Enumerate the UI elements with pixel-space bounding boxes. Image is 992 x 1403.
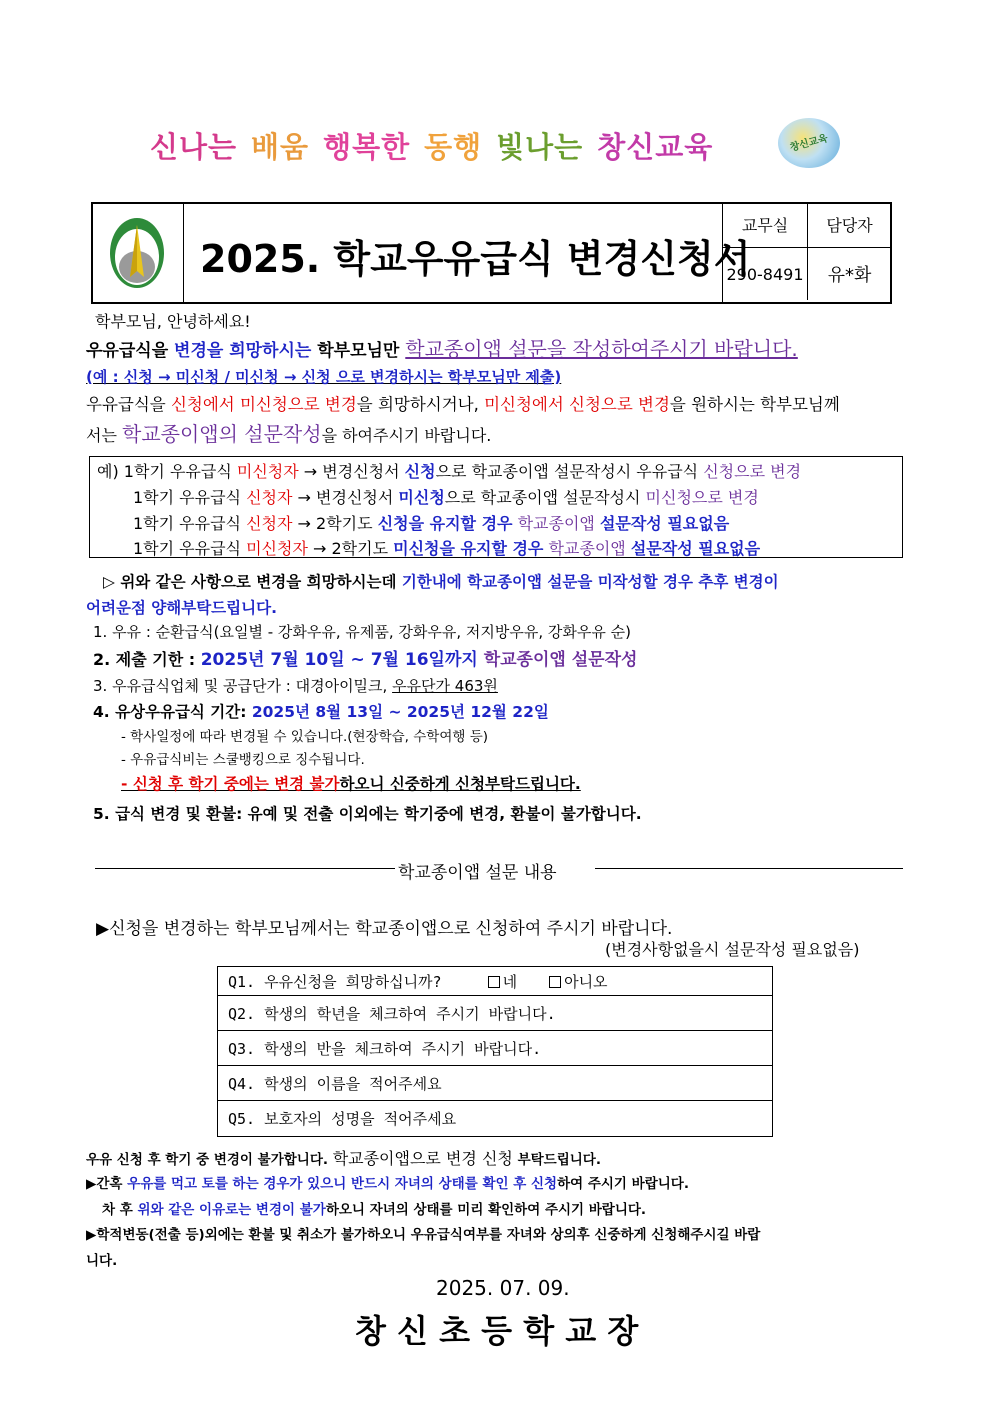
footer-line-4: ▶학적변동(전출 등)외에는 환불 및 취소가 불가하오니 우유급식여부를 자녀와 상의후 신중하게 신청해주시길 바랍 bbox=[86, 1227, 761, 1243]
text: 을 원하시는 학부모님께 bbox=[669, 395, 840, 414]
item-1: 1. 우유 : 순환급식(요일별 - 강화우유, 유제품, 강화우유, 저지방우유, 강화우유 순) bbox=[93, 623, 631, 641]
text: 학교종이앱으로 변경 신청 bbox=[332, 1149, 513, 1168]
text: 신청에서 미신청으로 변경 bbox=[170, 395, 357, 414]
text: 1학기 우유급식 bbox=[133, 488, 247, 507]
notice-line-1 bbox=[103, 570, 779, 592]
text: 미신청을 유지할 경우 bbox=[393, 539, 544, 558]
survey-question-4: Q4. 학생의 이름을 적어주세요 bbox=[218, 1066, 772, 1101]
intro-line-2 bbox=[86, 391, 840, 415]
text: 미신청으로 변경 bbox=[645, 488, 759, 507]
text: 을 하여주시기 바랍니다. bbox=[321, 426, 492, 445]
motto bbox=[150, 125, 727, 166]
checkbox-icon[interactable] bbox=[488, 976, 500, 988]
item-2 bbox=[93, 645, 637, 670]
question-text: Q1. 우유신청을 희망하십니까? bbox=[228, 972, 442, 991]
text: 미신청 bbox=[398, 488, 445, 507]
text: ▷ 위와 같은 사항으로 변경을 희망하시는데 bbox=[103, 573, 402, 591]
text: 학부모님만 bbox=[311, 341, 406, 361]
text: → 2학기도 bbox=[307, 539, 394, 558]
text: 4. 유상우유급식 기간: bbox=[93, 703, 252, 721]
example-line-2 bbox=[133, 485, 759, 508]
greeting: 학부모님, 안녕하세요! bbox=[95, 312, 251, 331]
example-line-3 bbox=[133, 511, 729, 534]
divider-title: 학교종이앱 설문 내용 bbox=[398, 863, 557, 883]
text: 부탁드립니다. bbox=[512, 1152, 601, 1168]
motto-word: 빛나는 bbox=[496, 130, 584, 164]
item-5: 5. 급식 변경 및 환불: 유예 및 전출 이외에는 학기중에 변경, 환불이 불가합니다. bbox=[93, 805, 642, 823]
text: 2. 제출 기한 : bbox=[93, 650, 201, 669]
text: 어려운점 양해부탁드립니다. bbox=[86, 599, 277, 617]
survey-question-1 bbox=[218, 967, 772, 996]
option-yes[interactable] bbox=[488, 971, 518, 992]
text: 학교종이앱 설문을 작성하여주시기 바랍니다. bbox=[405, 337, 798, 361]
manager-name: 유*화 bbox=[827, 265, 872, 286]
text: 학교종이앱 bbox=[512, 514, 600, 533]
text: 변경을 희망하시는 bbox=[174, 341, 312, 361]
text: 신청자 bbox=[246, 488, 293, 507]
motto-word: 동행 bbox=[424, 130, 483, 164]
footer-line-1 bbox=[86, 1146, 601, 1169]
text: 설문작성 필요없음 bbox=[630, 539, 761, 558]
text: 학교종이앱의 설문작성 bbox=[122, 422, 322, 446]
survey-question-2: Q2. 학생의 학년을 체크하여 주시기 바랍니다. bbox=[218, 996, 772, 1031]
text: 기한내에 학교종이앱 설문을 미작성할 경우 추후 변경이 bbox=[401, 573, 779, 591]
text: 2025년 8월 13일 ~ 2025년 12월 22일 bbox=[251, 703, 549, 721]
text: 미신청자 bbox=[236, 462, 299, 481]
divider-right bbox=[595, 868, 903, 869]
text: 설문작성 필요없음 bbox=[599, 514, 730, 533]
text: 서는 bbox=[86, 426, 122, 445]
footer-line-3 bbox=[102, 1198, 646, 1218]
text: 신청자 bbox=[246, 514, 293, 533]
text: 신청을 유지할 경우 bbox=[377, 514, 513, 533]
contact-table bbox=[722, 202, 892, 304]
intro-line-3 bbox=[86, 418, 491, 447]
example-line-1 bbox=[97, 459, 801, 482]
text: → 2학기도 bbox=[292, 514, 378, 533]
principal-signature: 창 신 초 등 학 교 장 bbox=[355, 1312, 639, 1350]
text: 하오니 자녀의 상태를 미리 확인하여 주시기 바랍니다. bbox=[325, 1202, 647, 1218]
item-4-sub-1: - 학사일정에 따라 변경될 수 있습니다.(현장학습, 수학여행 등) bbox=[121, 729, 489, 745]
text: 2025년 7월 10일 ~ 7월 16일까지 bbox=[200, 650, 478, 670]
option-label: 아니오 bbox=[564, 972, 608, 991]
text: 으로 학교종이앱 설문작성시 bbox=[444, 488, 646, 507]
divider-left bbox=[95, 868, 395, 869]
item-3 bbox=[93, 675, 498, 696]
text: → 변경신청서 bbox=[292, 488, 399, 507]
document-date: 2025. 07. 09. bbox=[436, 1276, 570, 1300]
text: - 신청 후 학기 중에는 변경 불가 bbox=[121, 775, 340, 793]
text: 3. 우유급식업체 및 공급단가 : 대경아이밀크, bbox=[93, 677, 393, 695]
survey-table bbox=[217, 966, 773, 1137]
survey-note: (변경사항없을시 설문작성 필요없음) bbox=[605, 940, 860, 959]
education-logo-text: 창신교육 bbox=[788, 132, 830, 154]
motto-word: 신나는 bbox=[150, 130, 238, 164]
footer-line-5: 니다. bbox=[86, 1253, 118, 1269]
text: 신청 bbox=[404, 462, 436, 481]
motto-word: 창신교육 bbox=[597, 130, 714, 164]
footer-line-2 bbox=[86, 1172, 689, 1192]
office-label: 교무실 bbox=[723, 202, 808, 248]
text: 우유를 먹고 토를 하는 경우가 있으니 반드시 자녀의 상태를 확인 후 신청 bbox=[127, 1176, 558, 1192]
checkbox-icon[interactable] bbox=[549, 976, 561, 988]
option-label: 네 bbox=[502, 972, 518, 991]
school-emblem bbox=[91, 202, 184, 304]
manager-label: 담당자 bbox=[808, 202, 891, 248]
item-4 bbox=[93, 700, 549, 722]
text: 미신청자 bbox=[246, 539, 308, 558]
school-emblem-icon bbox=[107, 215, 167, 291]
text: 위와 같은 이유로는 변경이 불가 bbox=[137, 1202, 326, 1218]
text: 차 후 bbox=[102, 1202, 138, 1218]
text: ▶간혹 bbox=[86, 1176, 128, 1192]
item-4-sub-2: - 우유급식비는 스쿨뱅킹으로 징수됩니다. bbox=[121, 752, 365, 768]
text: 신청으로 변경 bbox=[703, 462, 802, 481]
text: 학교종이앱 bbox=[543, 539, 631, 558]
text: 1학기 우유급식 bbox=[133, 539, 247, 558]
text: 1학기 우유급식 bbox=[133, 514, 247, 533]
item-4-sub-3 bbox=[121, 772, 581, 794]
education-logo bbox=[778, 118, 840, 168]
text: 우유급식을 bbox=[86, 341, 175, 361]
motto-word: 행복한 bbox=[323, 130, 411, 164]
text: 우유 신청 후 학기 중 변경이 불가합니다. bbox=[86, 1152, 333, 1168]
intro-line-1 bbox=[86, 333, 798, 362]
survey-intro: ▶신청을 변경하는 학부모님께서는 학교종이앱으로 신청하여 주시기 바랍니다. bbox=[96, 919, 673, 939]
text: 하오니 신중하게 신청부탁드립니다. bbox=[339, 775, 581, 793]
motto-word: 배움 bbox=[251, 130, 310, 164]
example-line-4 bbox=[133, 536, 760, 559]
text: 하여 주시기 바랍니다. bbox=[557, 1176, 689, 1192]
survey-question-3: Q3. 학생의 반을 체크하여 주시기 바랍니다. bbox=[218, 1031, 772, 1066]
text: 우유단가 463원 bbox=[392, 677, 498, 695]
text: 우유급식을 bbox=[86, 395, 171, 414]
office-phone: 290-8491 bbox=[723, 248, 808, 300]
text: 미신청에서 신청으로 변경 bbox=[484, 395, 670, 414]
option-no[interactable] bbox=[549, 971, 607, 992]
text: 학교종이앱 설문작성 bbox=[477, 650, 638, 670]
text: 으로 학교종이앱 설문작성시 우유급식 bbox=[435, 462, 704, 481]
text: → 변경신청서 bbox=[298, 462, 405, 481]
intro-example-line bbox=[86, 366, 561, 387]
survey-question-5: Q5. 보호자의 성명을 적어주세요 bbox=[228, 1110, 457, 1128]
text: (예 : 신청 → 미신청 / 미신청 → 신청 으로 변경하시는 학부모님만 제출) bbox=[86, 368, 562, 386]
text: 예) 1학기 우유급식 bbox=[97, 462, 237, 481]
page-title: 2025. 학교우유급식 변경신청서 bbox=[200, 237, 751, 281]
text: 을 희망하시거나, bbox=[356, 395, 485, 414]
notice-line-2 bbox=[86, 596, 277, 618]
